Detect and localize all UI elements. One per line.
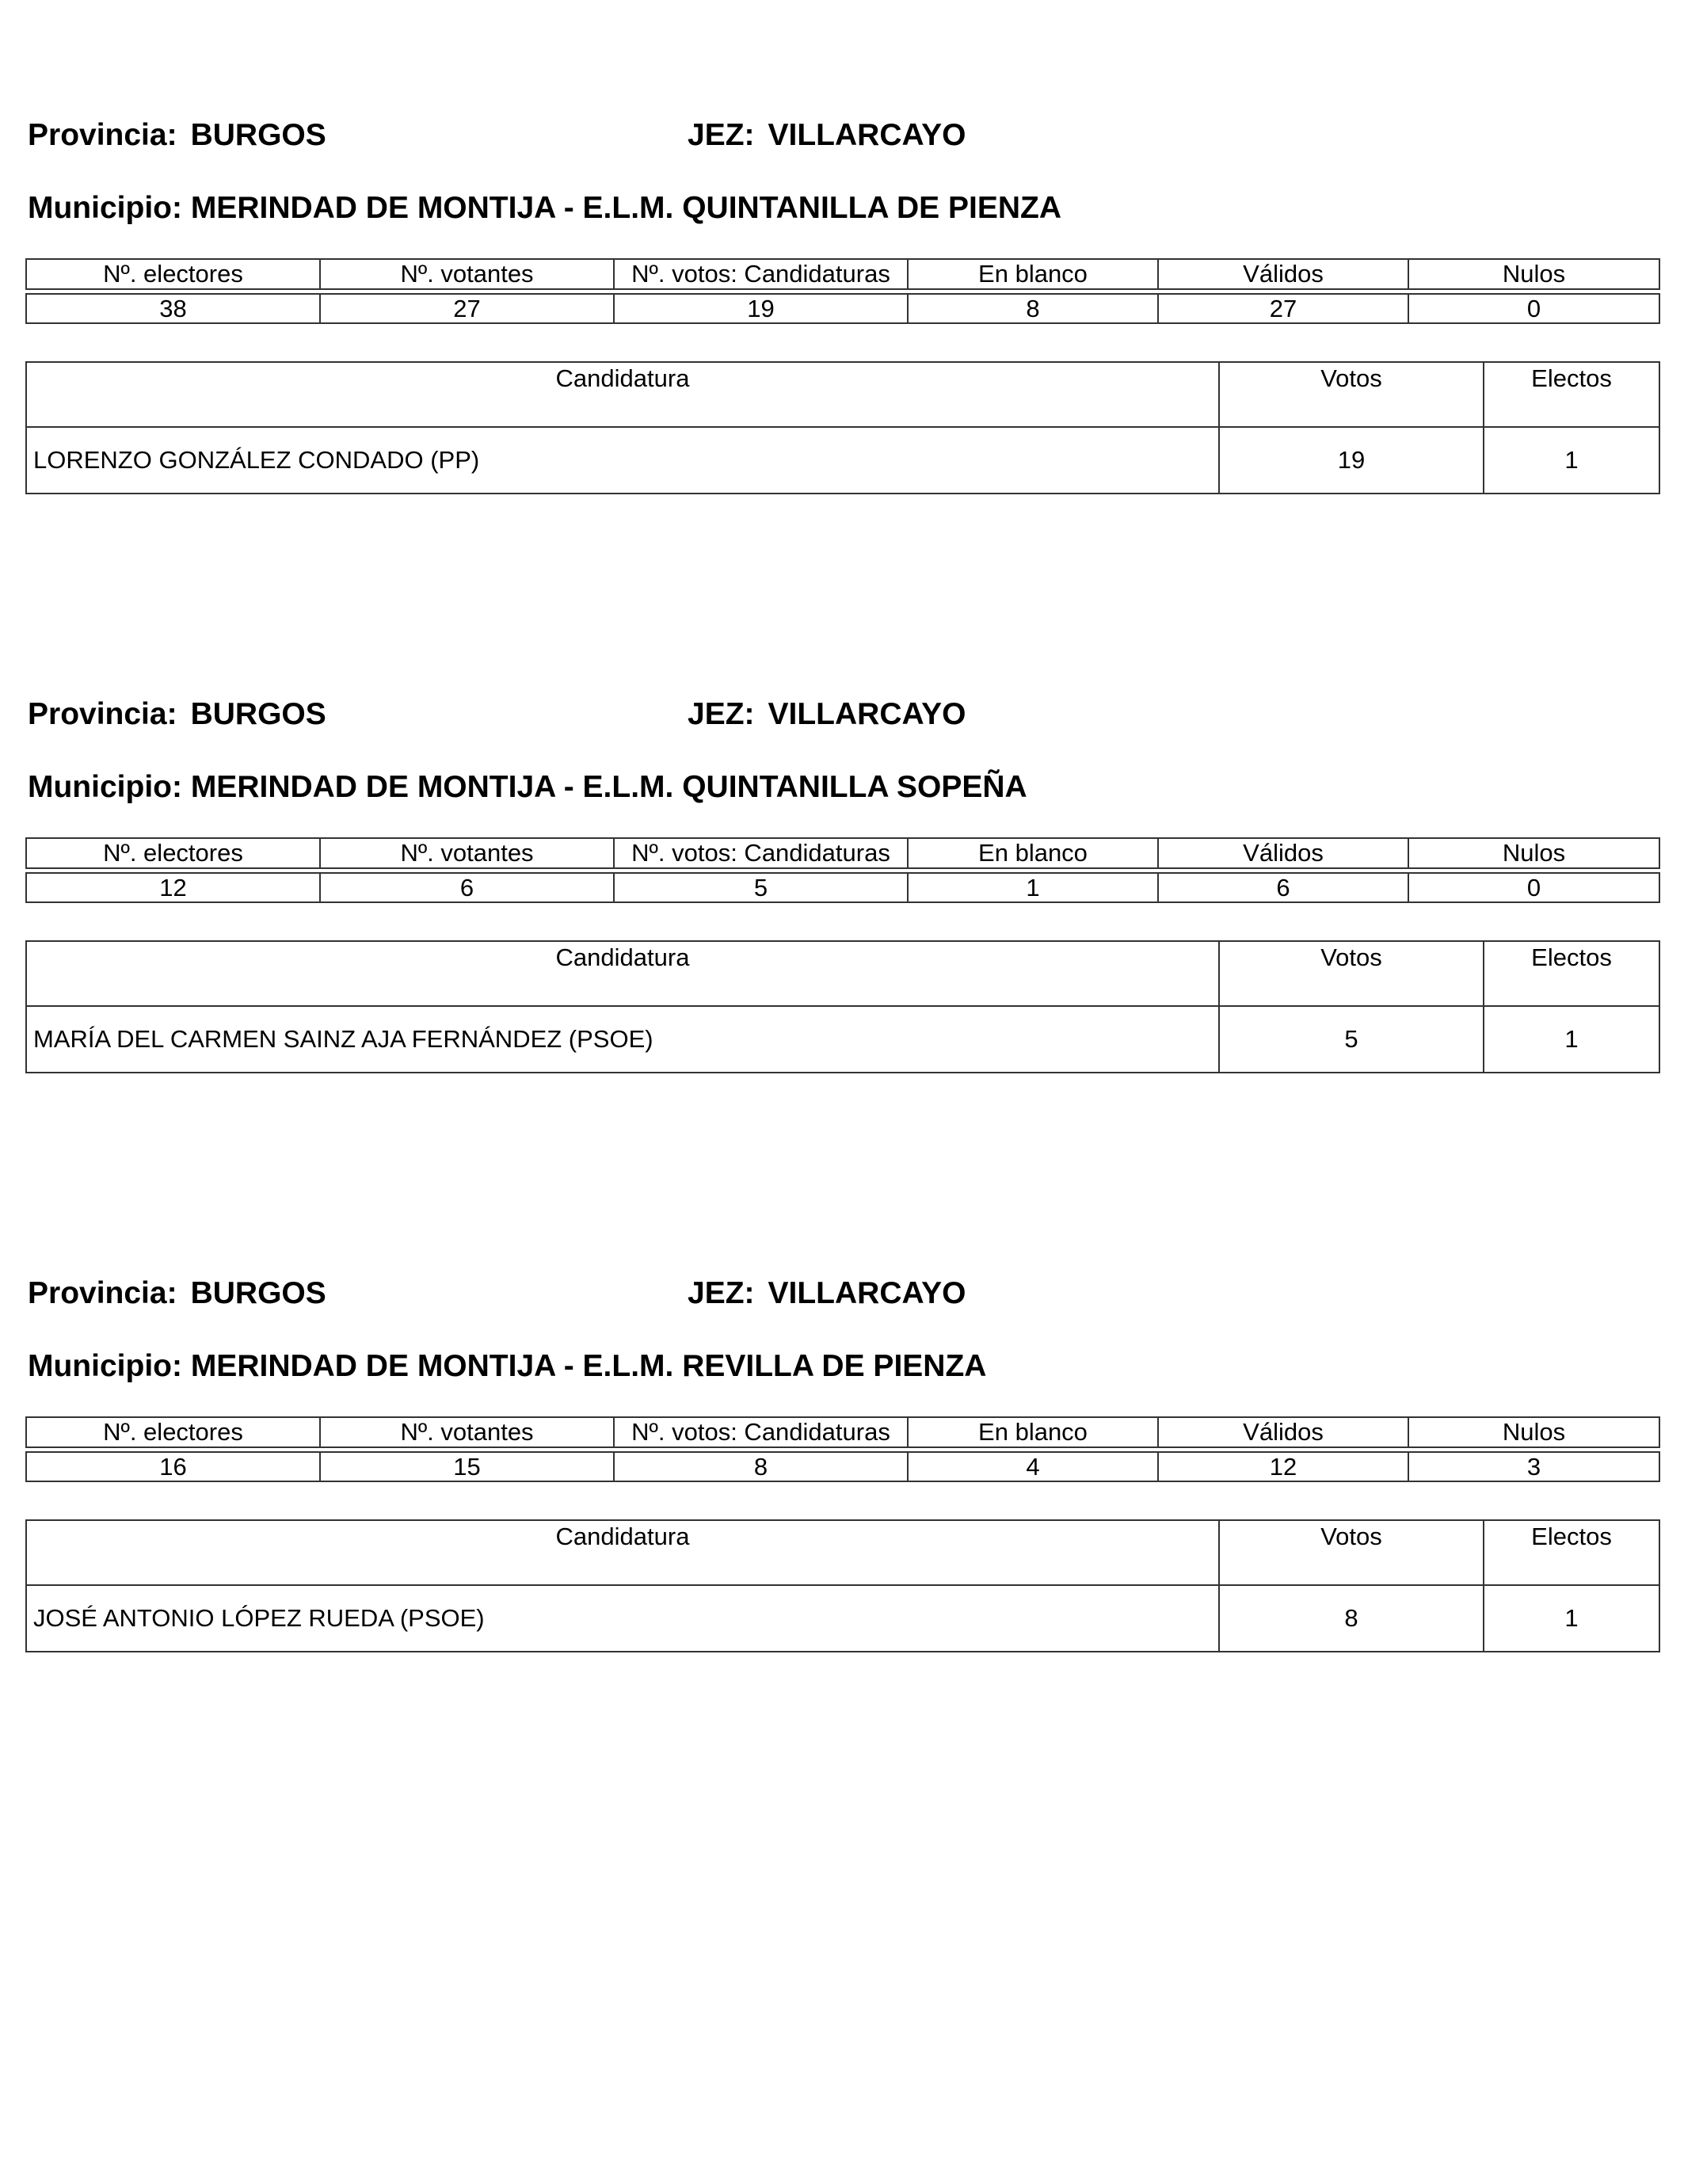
candidate-electos: 1 — [1484, 1585, 1659, 1652]
stats-header-nulos: Nulos — [1408, 259, 1659, 289]
stats-value-votos-candidaturas: 19 — [614, 294, 908, 323]
electos-header: Electos — [1484, 1520, 1659, 1585]
candidate-votos: 19 — [1219, 427, 1484, 494]
votos-header: Votos — [1219, 362, 1484, 427]
candidates-table — [25, 361, 1660, 494]
vote-stats-table — [25, 1416, 1660, 1482]
stats-header-row — [26, 838, 1659, 868]
jez-heading: JEZ: VILLARCAYO — [688, 1276, 966, 1310]
stats-header-electores: Nº. electores — [26, 1417, 320, 1447]
stats-value-en-blanco: 8 — [908, 294, 1158, 323]
candidates-table — [25, 1519, 1660, 1652]
stats-value-electores: 38 — [26, 294, 320, 323]
provincia-heading: Provincia: BURGOS — [28, 1276, 326, 1310]
stats-value-validos: 6 — [1158, 873, 1408, 902]
stats-header-en-blanco: En blanco — [908, 838, 1158, 868]
stats-value-votantes: 15 — [320, 1452, 614, 1481]
votos-header: Votos — [1219, 941, 1484, 1006]
stats-value-electores: 12 — [26, 873, 320, 902]
candidates-header-row — [26, 362, 1659, 427]
candidate-electos: 1 — [1484, 427, 1659, 494]
municipio-heading: Municipio: MERINDAD DE MONTIJA - E.L.M. REVILLA DE PIENZA — [28, 1349, 987, 1383]
stats-value-validos: 12 — [1158, 1452, 1408, 1481]
jez-value: VILLARCAYO — [768, 1276, 966, 1310]
stats-header-validos: Válidos — [1158, 838, 1408, 868]
stats-header-validos: Válidos — [1158, 259, 1408, 289]
stats-header-row — [26, 259, 1659, 289]
stats-value-row — [26, 873, 1659, 902]
stats-header-nulos: Nulos — [1408, 838, 1659, 868]
municipio-value: MERINDAD DE MONTIJA - E.L.M. REVILLA DE PIENZA — [190, 1349, 987, 1383]
candidates-table — [25, 940, 1660, 1073]
vote-stats-table — [25, 837, 1660, 903]
stats-header-nulos: Nulos — [1408, 1417, 1659, 1447]
candidate-row — [26, 427, 1659, 494]
election-result-section-1 — [25, 0, 1659, 474]
electos-header: Electos — [1484, 362, 1659, 427]
stats-value-row — [26, 294, 1659, 323]
candidates-header-row — [26, 1520, 1659, 1585]
election-result-section-2 — [25, 579, 1659, 1053]
candidate-row — [26, 1585, 1659, 1652]
provincia-value: BURGOS — [190, 1276, 326, 1310]
stats-header-votos-candidaturas: Nº. votos: Candidaturas — [614, 838, 908, 868]
stats-header-electores: Nº. electores — [26, 259, 320, 289]
candidate-electos: 1 — [1484, 1006, 1659, 1073]
vote-stats-table — [25, 258, 1660, 324]
stats-header-votantes: Nº. votantes — [320, 838, 614, 868]
stats-value-votantes: 27 — [320, 294, 614, 323]
stats-value-row — [26, 1452, 1659, 1481]
candidate-name: LORENZO GONZÁLEZ CONDADO (PP) — [26, 427, 1219, 494]
stats-value-nulos: 0 — [1408, 873, 1659, 902]
municipio-heading: Municipio: MERINDAD DE MONTIJA - E.L.M. QUINTANILLA DE PIENZA — [28, 191, 1062, 225]
municipio-value: MERINDAD DE MONTIJA - E.L.M. QUINTANILLA DE PIENZA — [190, 191, 1062, 225]
jez-value: VILLARCAYO — [768, 697, 966, 731]
electos-header: Electos — [1484, 941, 1659, 1006]
election-result-section-3 — [25, 1158, 1659, 1632]
stats-value-votos-candidaturas: 5 — [614, 873, 908, 902]
municipio-value: MERINDAD DE MONTIJA - E.L.M. QUINTANILLA SOPEÑA — [190, 770, 1027, 804]
votos-header: Votos — [1219, 1520, 1484, 1585]
candidate-votos: 8 — [1219, 1585, 1484, 1652]
candidate-votos: 5 — [1219, 1006, 1484, 1073]
stats-value-electores: 16 — [26, 1452, 320, 1481]
stats-value-en-blanco: 4 — [908, 1452, 1158, 1481]
candidatura-header: Candidatura — [26, 362, 1219, 427]
stats-header-votos-candidaturas: Nº. votos: Candidaturas — [614, 1417, 908, 1447]
stats-header-row — [26, 1417, 1659, 1447]
candidate-name: JOSÉ ANTONIO LÓPEZ RUEDA (PSOE) — [26, 1585, 1219, 1652]
stats-header-en-blanco: En blanco — [908, 1417, 1158, 1447]
stats-value-votantes: 6 — [320, 873, 614, 902]
stats-header-votantes: Nº. votantes — [320, 259, 614, 289]
candidates-header-row — [26, 941, 1659, 1006]
provincia-heading: Provincia: BURGOS — [28, 697, 326, 731]
jez-value: VILLARCAYO — [768, 118, 966, 152]
provincia-value: BURGOS — [190, 118, 326, 152]
stats-header-electores: Nº. electores — [26, 838, 320, 868]
candidate-row — [26, 1006, 1659, 1073]
jez-heading: JEZ: VILLARCAYO — [688, 118, 966, 152]
municipio-heading: Municipio: MERINDAD DE MONTIJA - E.L.M. QUINTANILLA SOPEÑA — [28, 770, 1027, 804]
candidatura-header: Candidatura — [26, 941, 1219, 1006]
stats-header-validos: Válidos — [1158, 1417, 1408, 1447]
stats-value-votos-candidaturas: 8 — [614, 1452, 908, 1481]
stats-value-nulos: 0 — [1408, 294, 1659, 323]
provincia-value: BURGOS — [190, 697, 326, 731]
stats-value-validos: 27 — [1158, 294, 1408, 323]
stats-header-votantes: Nº. votantes — [320, 1417, 614, 1447]
candidatura-header: Candidatura — [26, 1520, 1219, 1585]
candidate-name: MARÍA DEL CARMEN SAINZ AJA FERNÁNDEZ (PSOE) — [26, 1006, 1219, 1073]
provincia-heading: Provincia: BURGOS — [28, 118, 326, 152]
jez-heading: JEZ: VILLARCAYO — [688, 697, 966, 731]
stats-value-nulos: 3 — [1408, 1452, 1659, 1481]
stats-header-votos-candidaturas: Nº. votos: Candidaturas — [614, 259, 908, 289]
stats-value-en-blanco: 1 — [908, 873, 1158, 902]
stats-header-en-blanco: En blanco — [908, 259, 1158, 289]
